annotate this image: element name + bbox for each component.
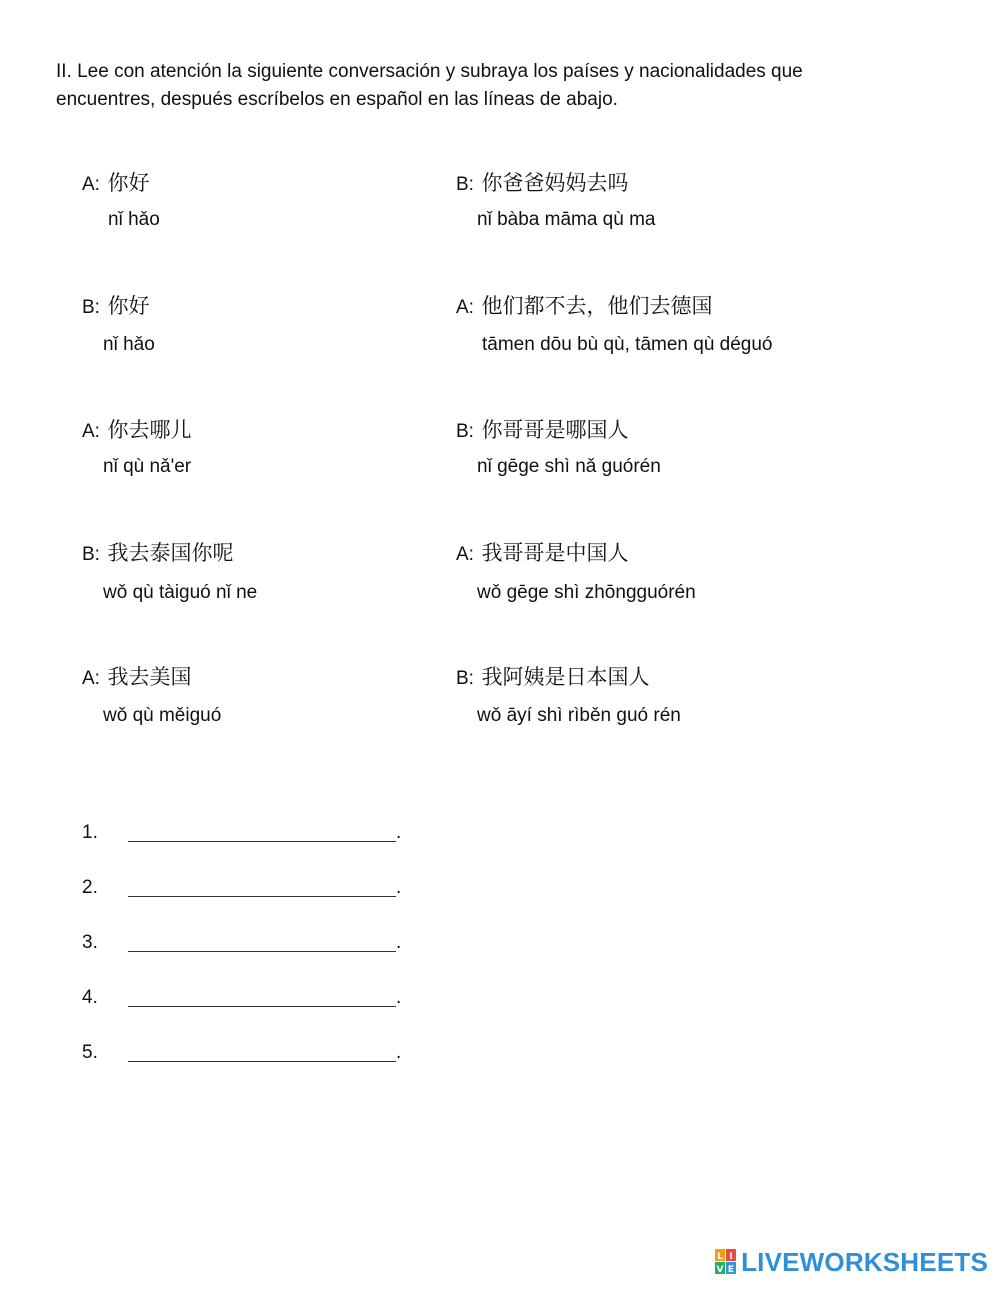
answer-end: .	[396, 932, 402, 953]
hanzi-line: 我哥哥是中国人	[481, 541, 629, 565]
logo-letter: L	[717, 1252, 723, 1262]
dialogue-turn	[82, 415, 192, 477]
speaker-label: A:	[82, 668, 100, 689]
logo-letter: V	[716, 1265, 724, 1275]
pinyin-line: wǒ āyí shì rìběn guó rén	[477, 705, 681, 726]
liveworksheets-logo-icon	[715, 1249, 737, 1275]
answer-blank[interactable]	[128, 876, 396, 897]
pinyin-line: nǐ qù nǎ'er	[103, 456, 192, 477]
answer-number: 3.	[82, 932, 98, 953]
answer-line	[82, 986, 401, 1009]
hanzi-line: 我阿姨是日本国人	[481, 665, 650, 689]
hanzi-line: 你哥哥是哪国人	[481, 418, 629, 442]
answer-line	[82, 931, 401, 954]
pinyin-line: tāmen dōu bù qù, tāmen qù déguó	[482, 334, 773, 355]
speaker-label: A:	[456, 297, 474, 318]
answer-number: 2.	[82, 877, 98, 898]
pinyin-line: wǒ gēge shì zhōngguórén	[477, 582, 696, 603]
hanzi-line: 你爸爸妈妈去吗	[481, 171, 629, 195]
pinyin-line: wǒ qù měiguó	[103, 705, 222, 726]
pinyin-line: nǐ hǎo	[108, 209, 160, 230]
logo-blocks	[715, 1249, 737, 1275]
dialogue-turn	[456, 415, 661, 477]
speaker-label: A:	[82, 421, 100, 442]
dialogue-turn	[82, 291, 155, 355]
answer-blank[interactable]	[128, 986, 396, 1007]
logo-letter: I	[729, 1252, 733, 1262]
answer-number: 1.	[82, 822, 98, 843]
answer-end: .	[396, 987, 402, 1008]
answer-blank[interactable]	[128, 931, 396, 952]
dialogue-turn	[82, 662, 222, 726]
speaker-label: B:	[456, 174, 474, 195]
dialogue-turn	[456, 291, 773, 355]
answer-end: .	[396, 822, 402, 843]
hanzi-line: 你去哪儿	[107, 418, 192, 442]
dialogue-turn	[456, 168, 656, 230]
answer-line	[82, 876, 401, 899]
dialogue-turn	[82, 168, 160, 230]
answer-blank[interactable]	[128, 1041, 396, 1062]
hanzi-line: 你好	[107, 294, 150, 318]
speaker-label: B:	[82, 544, 100, 565]
speaker-label: B:	[82, 297, 100, 318]
pinyin-line: wǒ qù tàiguó nǐ ne	[103, 582, 258, 603]
speaker-label: B:	[456, 668, 474, 689]
dialogue-turn	[456, 538, 696, 603]
speaker-label: A:	[456, 544, 474, 565]
answer-end: .	[396, 1042, 402, 1063]
dialogue-turn	[82, 538, 258, 603]
answer-line	[82, 1041, 401, 1064]
hanzi-line: 他们都不去，他们去德国	[481, 294, 713, 318]
liveworksheets-brand	[715, 1247, 988, 1277]
speaker-label: B:	[456, 421, 474, 442]
dialogue-turn	[456, 662, 681, 726]
pinyin-line: nǐ hǎo	[103, 334, 155, 355]
hanzi-line: 我去美国	[107, 665, 192, 689]
answer-number: 5.	[82, 1042, 98, 1063]
hanzi-line: 你好	[107, 171, 150, 195]
hanzi-line: 我去泰国你呢	[107, 541, 234, 565]
answer-blank[interactable]	[128, 821, 396, 842]
pinyin-line: nǐ bàba māma qù ma	[477, 209, 656, 230]
pinyin-line: nǐ gēge shì nǎ guórén	[477, 456, 661, 477]
logo-letter: E	[727, 1265, 735, 1275]
speaker-label: A:	[82, 174, 100, 195]
liveworksheets-name: LIVEWORKSHEETS	[741, 1246, 988, 1277]
answer-line	[82, 821, 401, 844]
answer-end: .	[396, 877, 402, 898]
instructions: II. Lee con atención la siguiente conversación y subraya los países y nacionalidades que encuentres, después escríbelos en español en las líneas de abajo.	[56, 61, 803, 110]
answer-number: 4.	[82, 987, 98, 1008]
